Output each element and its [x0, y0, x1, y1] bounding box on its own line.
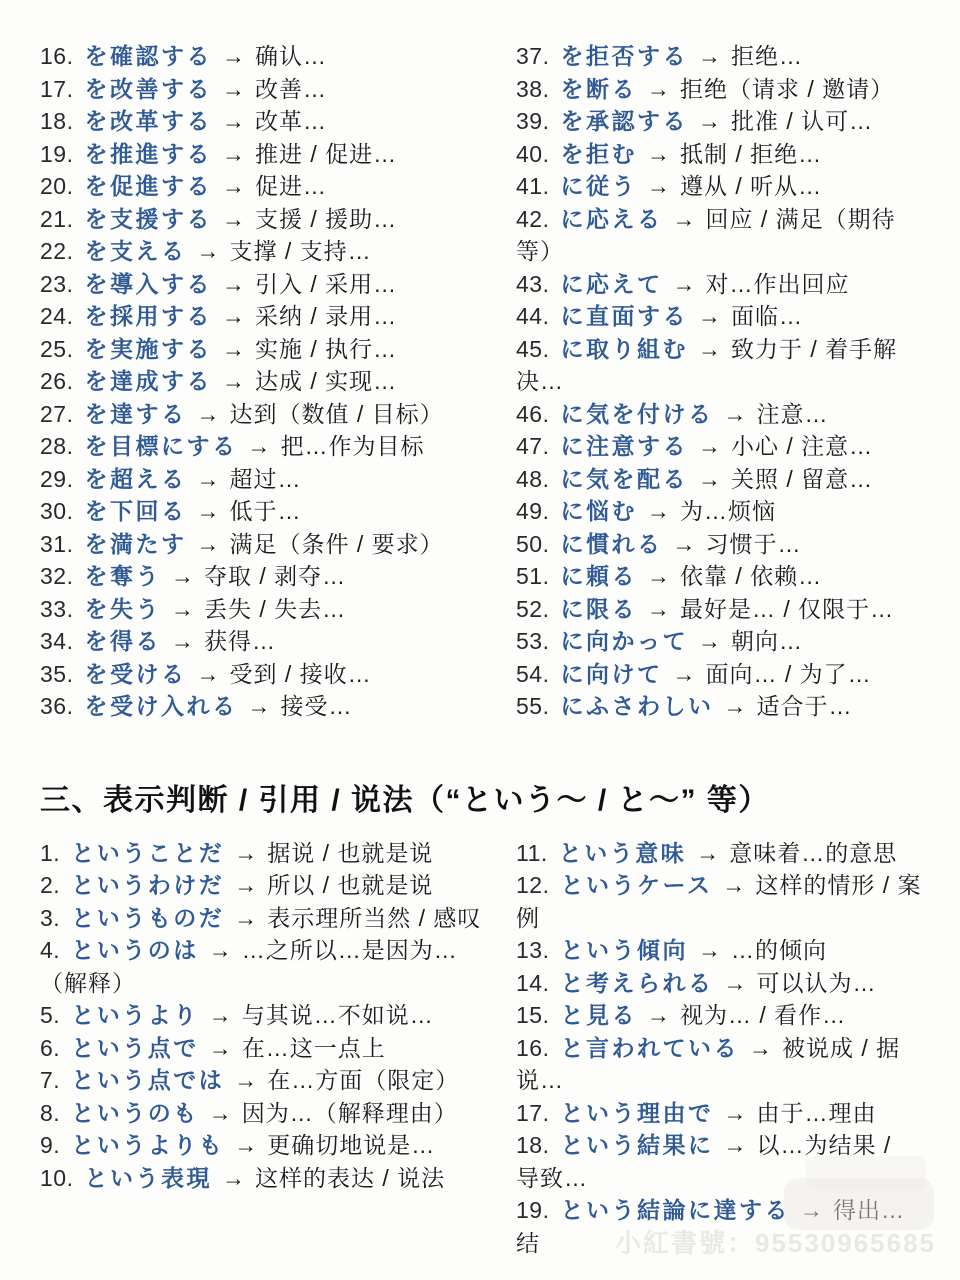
- jp-phrase: という理由で: [560, 1099, 714, 1126]
- jp-phrase: という結論に達する: [560, 1197, 790, 1223]
- arrow-icon: →: [723, 1099, 747, 1126]
- arrow-icon: →: [723, 693, 747, 719]
- cn-translation: 更确切地说是…: [267, 1132, 436, 1158]
- jp-phrase: を承認する: [560, 108, 688, 134]
- arrow-icon: →: [697, 433, 721, 459]
- item-number: 16.: [516, 1034, 550, 1061]
- item-number: 37.: [516, 43, 550, 69]
- item-number: 24.: [40, 303, 74, 329]
- section-three-left-column: [40, 837, 492, 1195]
- arrow-icon: →: [722, 872, 746, 898]
- item-number: 46.: [516, 400, 550, 427]
- vocab-item: [40, 1032, 492, 1065]
- cn-translation: 由于…理由: [756, 1099, 877, 1126]
- arrow-icon: →: [696, 839, 720, 866]
- item-number: 18.: [40, 108, 74, 134]
- item-number: 28.: [40, 433, 74, 459]
- vocab-item: [40, 333, 492, 366]
- cn-translation: 达成 / 实现…: [254, 368, 398, 394]
- item-number: 21.: [40, 205, 74, 232]
- arrow-icon: →: [221, 205, 245, 232]
- jp-phrase: を達成する: [84, 368, 212, 394]
- arrow-icon: →: [646, 75, 670, 102]
- cn-translation: 抵制 / 拒绝…: [679, 140, 823, 167]
- vocab-item: [516, 398, 922, 431]
- arrow-icon: →: [170, 628, 194, 654]
- cn-translation: 所以 / 也就是说: [267, 872, 434, 898]
- item-number: 18.: [516, 1132, 550, 1158]
- arrow-icon: →: [221, 140, 245, 167]
- cn-translation: 依靠 / 依赖…: [679, 563, 823, 589]
- cn-translation: …的倾向: [730, 937, 827, 963]
- vocab-item: [516, 170, 922, 203]
- cn-translation: 致力于 / 着手解决…: [516, 335, 898, 394]
- vocab-item: [516, 105, 922, 138]
- cn-translation: 为…烦恼: [679, 498, 776, 524]
- arrow-icon: →: [221, 43, 245, 69]
- vocab-item: [40, 625, 492, 658]
- jp-phrase: に気を付ける: [560, 400, 714, 427]
- verb-usage-section: [40, 40, 922, 723]
- arrow-icon: →: [221, 368, 245, 394]
- cn-translation: 满足（条件 / 要求）: [229, 530, 444, 557]
- vocab-item: [40, 658, 492, 691]
- jp-phrase: というよりも: [71, 1132, 225, 1158]
- vocab-item: [40, 1064, 492, 1097]
- item-number: 12.: [516, 872, 550, 898]
- verb-list-left-column: [40, 40, 492, 723]
- jp-phrase: に従う: [560, 173, 637, 199]
- item-number: 34.: [40, 628, 74, 654]
- jp-phrase: に頼る: [560, 563, 637, 589]
- vocab-item: [40, 869, 492, 902]
- item-number: 1.: [40, 839, 61, 866]
- jp-phrase: を受ける: [84, 660, 187, 687]
- arrow-icon: →: [646, 173, 670, 199]
- vocab-item: [516, 495, 922, 528]
- item-number: 47.: [516, 433, 550, 459]
- vocab-item: [40, 73, 492, 106]
- cn-translation: 支援 / 援助…: [254, 205, 398, 232]
- jp-phrase: という表現: [84, 1164, 212, 1191]
- jp-phrase: というわけだ: [71, 872, 225, 898]
- arrow-icon: →: [697, 465, 721, 492]
- item-number: 7.: [40, 1067, 61, 1093]
- vocab-item: [516, 528, 922, 561]
- cn-translation: 关照 / 留意…: [730, 465, 874, 492]
- jp-phrase: というのも: [71, 1099, 199, 1126]
- vocab-item: [40, 934, 492, 999]
- vocab-item: [40, 105, 492, 138]
- arrow-icon: →: [208, 1034, 232, 1061]
- jp-phrase: を下回る: [84, 498, 187, 524]
- vocab-item: [40, 138, 492, 171]
- jp-phrase: に慣れる: [560, 530, 663, 557]
- cn-translation: 在…方面（限定）: [267, 1067, 460, 1093]
- jp-phrase: という傾向: [560, 937, 688, 963]
- arrow-icon: →: [672, 660, 696, 687]
- cn-translation: 这样的表达 / 说法: [254, 1164, 446, 1191]
- cn-translation: …之所以…是因为…（解释）: [40, 937, 458, 996]
- item-number: 10.: [40, 1164, 74, 1191]
- cn-translation: 拒绝（请求 / 邀请）: [679, 75, 895, 102]
- arrow-icon: →: [697, 628, 721, 654]
- item-number: 23.: [40, 270, 74, 297]
- vocab-item: [516, 333, 922, 398]
- jp-phrase: という結果に: [560, 1132, 714, 1158]
- arrow-icon: →: [221, 108, 245, 134]
- vocab-item: [516, 658, 922, 691]
- arrow-icon: →: [221, 270, 245, 297]
- jp-phrase: に直面する: [560, 303, 688, 329]
- arrow-icon: →: [234, 1067, 258, 1093]
- arrow-icon: →: [247, 693, 271, 719]
- jp-phrase: に注意する: [560, 433, 688, 459]
- item-number: 15.: [516, 1002, 550, 1028]
- vocab-item: [40, 235, 492, 268]
- item-number: 25.: [40, 335, 74, 362]
- item-number: 14.: [516, 969, 550, 996]
- cn-translation: 支撑 / 支持…: [229, 238, 372, 264]
- vocab-item: [516, 837, 922, 870]
- cn-translation: 面临…: [730, 303, 803, 329]
- item-number: 33.: [40, 595, 74, 622]
- vocab-item: [40, 365, 492, 398]
- vocab-item: [40, 170, 492, 203]
- jp-phrase: を推進する: [84, 140, 212, 167]
- item-number: 11.: [516, 839, 548, 866]
- cn-translation: 在…这一点上: [241, 1034, 386, 1061]
- vocab-item: [516, 560, 922, 593]
- cn-translation: 改革…: [254, 108, 327, 134]
- vocab-item: [40, 463, 492, 496]
- arrow-icon: →: [697, 335, 721, 362]
- cn-translation: 引入 / 采用…: [254, 270, 398, 297]
- item-number: 49.: [516, 498, 550, 524]
- cn-translation: 推进 / 促进…: [254, 140, 398, 167]
- arrow-icon: →: [221, 173, 245, 199]
- item-number: 29.: [40, 465, 74, 492]
- item-number: 31.: [40, 530, 74, 557]
- vocab-item: [516, 203, 922, 268]
- vocab-item: [40, 593, 492, 626]
- vocab-item: [40, 300, 492, 333]
- jp-phrase: ということだ: [71, 839, 225, 866]
- jp-phrase: と考えられる: [560, 969, 714, 996]
- jp-phrase: と言われている: [560, 1034, 739, 1061]
- item-number: 39.: [516, 108, 550, 134]
- vocab-item: [516, 138, 922, 171]
- jp-phrase: を奪う: [84, 563, 161, 589]
- cn-translation: 超过…: [229, 465, 302, 492]
- jp-phrase: を得る: [84, 628, 161, 654]
- arrow-icon: →: [799, 1197, 823, 1223]
- vocab-item: [40, 203, 492, 236]
- cn-translation: 采纳 / 录用…: [254, 303, 398, 329]
- arrow-icon: →: [208, 937, 232, 963]
- arrow-icon: →: [221, 303, 245, 329]
- vocab-item: [516, 690, 922, 723]
- cn-translation: 朝向…: [730, 628, 803, 654]
- jp-phrase: に限る: [560, 595, 637, 622]
- arrow-icon: →: [234, 872, 258, 898]
- cn-translation: 小心 / 注意…: [730, 433, 874, 459]
- jp-phrase: という点では: [71, 1067, 225, 1093]
- cn-translation: 改善…: [254, 75, 327, 102]
- vocab-item: [516, 40, 922, 73]
- jp-phrase: に応える: [560, 205, 663, 232]
- jp-phrase: を超える: [84, 465, 187, 492]
- jp-phrase: というのは: [71, 937, 199, 963]
- item-number: 5.: [40, 1002, 61, 1028]
- cn-translation: 面向… / 为了…: [705, 660, 872, 687]
- jp-phrase: を支える: [84, 238, 187, 264]
- item-number: 54.: [516, 660, 550, 687]
- jp-phrase: を実施する: [84, 335, 212, 362]
- cn-translation: 回应 / 满足（期待等）: [516, 205, 896, 264]
- item-number: 2.: [40, 872, 61, 898]
- watermark-text: 小紅書號：95530965685: [614, 1228, 936, 1258]
- vocab-item: [40, 902, 492, 935]
- arrow-icon: →: [170, 563, 194, 589]
- arrow-icon: →: [208, 1099, 232, 1126]
- arrow-icon: →: [723, 1132, 747, 1158]
- item-number: 13.: [516, 937, 550, 963]
- cn-translation: 被说成 / 据说…: [516, 1034, 901, 1093]
- item-number: 4.: [40, 937, 61, 963]
- item-number: 20.: [40, 173, 74, 199]
- item-number: 26.: [40, 368, 74, 394]
- cn-translation: 受到 / 接收…: [229, 660, 372, 687]
- cn-translation: 得出…结: [516, 1197, 905, 1256]
- cn-translation: 视为… / 看作…: [679, 1002, 847, 1028]
- jp-phrase: を支援する: [84, 205, 212, 232]
- arrow-icon: →: [646, 140, 670, 167]
- vocab-item: [40, 560, 492, 593]
- item-number: 41.: [516, 173, 550, 199]
- arrow-icon: →: [196, 465, 220, 492]
- arrow-icon: →: [672, 270, 696, 297]
- arrow-icon: →: [196, 498, 220, 524]
- jp-phrase: を改革する: [84, 108, 212, 134]
- item-number: 45.: [516, 335, 550, 362]
- arrow-icon: →: [697, 108, 721, 134]
- vocab-item: [516, 300, 922, 333]
- arrow-icon: →: [234, 839, 258, 866]
- arrow-icon: →: [672, 205, 696, 232]
- vocab-item: [40, 398, 492, 431]
- arrow-icon: →: [234, 904, 258, 931]
- jp-phrase: に悩む: [560, 498, 637, 524]
- cn-translation: 习惯于…: [705, 530, 802, 557]
- jp-phrase: という点で: [71, 1034, 199, 1061]
- cn-translation: 这样的情形 / 案例: [516, 872, 922, 931]
- jp-phrase: というケース: [560, 872, 713, 898]
- item-number: 17.: [516, 1099, 550, 1126]
- arrow-icon: →: [196, 238, 220, 264]
- arrow-icon: →: [196, 530, 220, 557]
- arrow-icon: →: [672, 530, 696, 557]
- jp-phrase: を受け入れる: [84, 693, 238, 719]
- cn-translation: 促进…: [254, 173, 327, 199]
- arrow-icon: →: [170, 595, 194, 622]
- cn-translation: 遵从 / 听从…: [679, 173, 823, 199]
- item-number: 16.: [40, 43, 74, 69]
- item-number: 50.: [516, 530, 550, 557]
- item-number: 48.: [516, 465, 550, 492]
- item-number: 36.: [40, 693, 74, 719]
- vocab-item: [40, 690, 492, 723]
- jp-phrase: に取り組む: [560, 335, 688, 362]
- vocab-item: [40, 430, 492, 463]
- cn-translation: 表示理所当然 / 感叹: [267, 904, 482, 931]
- item-number: 35.: [40, 660, 74, 687]
- vocab-item: [40, 837, 492, 870]
- item-number: 27.: [40, 400, 74, 427]
- item-number: 40.: [516, 140, 550, 167]
- cn-translation: 注意…: [756, 400, 829, 427]
- item-number: 44.: [516, 303, 550, 329]
- item-number: 42.: [516, 205, 550, 232]
- cn-translation: 丢失 / 失去…: [203, 595, 347, 622]
- arrow-icon: →: [697, 937, 721, 963]
- cn-translation: 以…为结果 / 导致…: [516, 1132, 892, 1191]
- jp-phrase: を断る: [560, 75, 637, 102]
- cn-translation: 据说 / 也就是说: [267, 839, 434, 866]
- cn-translation: 可以认为…: [756, 969, 877, 996]
- cn-translation: 确认…: [254, 43, 327, 69]
- jp-phrase: を目標にする: [84, 433, 238, 459]
- jp-phrase: と見る: [560, 1002, 637, 1028]
- vocab-item: [40, 1129, 492, 1162]
- item-number: 51.: [516, 563, 550, 589]
- arrow-icon: →: [221, 1164, 245, 1191]
- vocab-item: [516, 430, 922, 463]
- arrow-icon: →: [208, 1002, 232, 1028]
- item-number: 38.: [516, 75, 550, 102]
- jp-phrase: という意味: [558, 839, 687, 866]
- jp-phrase: を拒む: [560, 140, 637, 167]
- jp-phrase: を拒否する: [560, 43, 688, 69]
- jp-phrase: を導入する: [84, 270, 212, 297]
- jp-phrase: を達する: [84, 400, 187, 427]
- jp-phrase: を確認する: [84, 43, 212, 69]
- item-number: 55.: [516, 693, 550, 719]
- vocab-item: [40, 1162, 492, 1195]
- cn-translation: 最好是… / 仅限于…: [679, 595, 895, 622]
- arrow-icon: →: [196, 400, 220, 427]
- cn-translation: 接受…: [280, 693, 353, 719]
- item-number: 9.: [40, 1132, 61, 1158]
- arrow-icon: →: [697, 303, 721, 329]
- arrow-icon: →: [247, 433, 271, 459]
- cn-translation: 对…作出回应: [705, 270, 850, 297]
- cn-translation: 拒绝…: [730, 43, 803, 69]
- vocab-item: [516, 934, 922, 967]
- item-number: 19.: [516, 1197, 550, 1223]
- jp-phrase: というものだ: [71, 904, 225, 931]
- cn-translation: 批准 / 认可…: [730, 108, 874, 134]
- arrow-icon: →: [646, 595, 670, 622]
- arrow-icon: →: [221, 335, 245, 362]
- arrow-icon: →: [646, 1002, 670, 1028]
- vocab-item: [516, 967, 922, 1000]
- arrow-icon: →: [646, 498, 670, 524]
- jp-phrase: というより: [71, 1002, 199, 1028]
- jp-phrase: に気を配る: [560, 465, 688, 492]
- vocab-item: [40, 1097, 492, 1130]
- item-number: 43.: [516, 270, 550, 297]
- verb-list-right-column: [516, 40, 922, 723]
- vocab-item: [516, 1032, 922, 1097]
- item-number: 8.: [40, 1099, 61, 1126]
- vocab-item: [516, 593, 922, 626]
- cn-translation: 夺取 / 剥夺…: [203, 563, 347, 589]
- item-number: 3.: [40, 904, 61, 931]
- cn-translation: 与其说…不如说…: [241, 1002, 434, 1028]
- vocab-item: [516, 1097, 922, 1130]
- item-number: 32.: [40, 563, 74, 589]
- cn-translation: 意味着…的意思: [729, 839, 898, 866]
- item-number: 53.: [516, 628, 550, 654]
- cn-translation: 把…作为目标: [280, 433, 425, 459]
- item-number: 6.: [40, 1034, 61, 1061]
- cn-translation: 达到（数值 / 目标）: [229, 400, 444, 427]
- vocab-item: [516, 625, 922, 658]
- jp-phrase: に向けて: [560, 660, 663, 687]
- vocab-item: [40, 495, 492, 528]
- arrow-icon: →: [723, 969, 747, 996]
- jp-phrase: を促進する: [84, 173, 212, 199]
- vocab-item: [516, 999, 922, 1032]
- vocab-item: [516, 869, 922, 934]
- jp-phrase: を採用する: [84, 303, 212, 329]
- vocab-item: [40, 999, 492, 1032]
- arrow-icon: →: [221, 75, 245, 102]
- item-number: 19.: [40, 140, 74, 167]
- vocab-item: [516, 268, 922, 301]
- arrow-icon: →: [234, 1132, 258, 1158]
- vocab-item: [40, 528, 492, 561]
- arrow-icon: →: [697, 43, 721, 69]
- jp-phrase: を失う: [84, 595, 161, 622]
- vocab-item: [40, 268, 492, 301]
- jp-phrase: を改善する: [84, 75, 212, 102]
- cn-translation: 获得…: [203, 628, 276, 654]
- cn-translation: 因为…（解释理由）: [241, 1099, 458, 1126]
- cn-translation: 实施 / 执行…: [254, 335, 398, 362]
- jp-phrase: に応えて: [560, 270, 663, 297]
- jp-phrase: を満たす: [84, 530, 187, 557]
- item-number: 22.: [40, 238, 74, 264]
- item-number: 17.: [40, 75, 74, 102]
- arrow-icon: →: [646, 563, 670, 589]
- vocab-item: [516, 463, 922, 496]
- item-number: 52.: [516, 595, 550, 622]
- jp-phrase: にふさわしい: [560, 693, 714, 719]
- vocab-item: [516, 73, 922, 106]
- item-number: 30.: [40, 498, 74, 524]
- cn-translation: 低于…: [229, 498, 302, 524]
- jp-phrase: に向かって: [560, 628, 688, 654]
- arrow-icon: →: [723, 400, 747, 427]
- section-three-title: 三、表示判断 / 引用 / 说法（“という〜 / と〜” 等）: [40, 783, 770, 817]
- arrow-icon: →: [748, 1034, 772, 1061]
- cn-translation: 适合于…: [756, 693, 853, 719]
- arrow-icon: →: [196, 660, 220, 687]
- vocab-item: [40, 40, 492, 73]
